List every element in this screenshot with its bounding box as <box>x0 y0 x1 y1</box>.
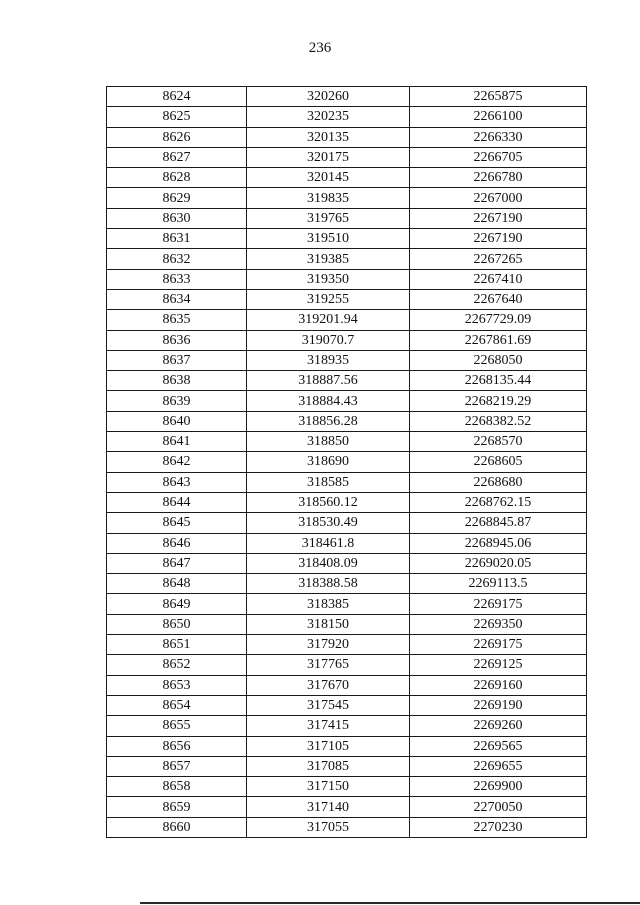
x-coordinate-cell: 320145 <box>247 168 410 188</box>
point-number-cell: 8642 <box>107 452 247 472</box>
x-coordinate-cell: 317140 <box>247 797 410 817</box>
y-coordinate-cell: 2270050 <box>410 797 587 817</box>
y-coordinate-cell: 2267729.09 <box>410 310 587 330</box>
point-number-cell: 8655 <box>107 716 247 736</box>
bottom-rule <box>140 902 640 904</box>
table-row <box>107 147 587 167</box>
y-coordinate-cell: 2269655 <box>410 756 587 776</box>
y-coordinate-cell: 2269175 <box>410 594 587 614</box>
table-row <box>107 411 587 431</box>
table-row <box>107 391 587 411</box>
point-number-cell: 8649 <box>107 594 247 614</box>
point-number-cell: 8646 <box>107 533 247 553</box>
table-row <box>107 432 587 452</box>
point-number-cell: 8631 <box>107 229 247 249</box>
x-coordinate-cell: 317765 <box>247 655 410 675</box>
x-coordinate-cell: 320175 <box>247 147 410 167</box>
table-row <box>107 736 587 756</box>
y-coordinate-cell: 2270230 <box>410 817 587 837</box>
table-row <box>107 289 587 309</box>
table-row <box>107 513 587 533</box>
y-coordinate-cell: 2267190 <box>410 208 587 228</box>
point-number-cell: 8639 <box>107 391 247 411</box>
table-row <box>107 87 587 107</box>
x-coordinate-cell: 317055 <box>247 817 410 837</box>
y-coordinate-cell: 2269125 <box>410 655 587 675</box>
y-coordinate-cell: 2268382.52 <box>410 411 587 431</box>
point-number-cell: 8633 <box>107 269 247 289</box>
x-coordinate-cell: 320260 <box>247 87 410 107</box>
x-coordinate-cell: 319835 <box>247 188 410 208</box>
point-number-cell: 8647 <box>107 553 247 573</box>
x-coordinate-cell: 318935 <box>247 350 410 370</box>
table-row <box>107 310 587 330</box>
y-coordinate-cell: 2268219.29 <box>410 391 587 411</box>
point-number-cell: 8626 <box>107 127 247 147</box>
table-row <box>107 107 587 127</box>
table-row <box>107 817 587 837</box>
point-number-cell: 8637 <box>107 350 247 370</box>
table-row <box>107 695 587 715</box>
x-coordinate-cell: 318150 <box>247 614 410 634</box>
x-coordinate-cell: 318690 <box>247 452 410 472</box>
table-row <box>107 208 587 228</box>
x-coordinate-cell: 317545 <box>247 695 410 715</box>
point-number-cell: 8654 <box>107 695 247 715</box>
table-row <box>107 350 587 370</box>
point-number-cell: 8652 <box>107 655 247 675</box>
y-coordinate-cell: 2267265 <box>410 249 587 269</box>
y-coordinate-cell: 2268570 <box>410 432 587 452</box>
point-number-cell: 8628 <box>107 168 247 188</box>
table-row <box>107 574 587 594</box>
x-coordinate-cell: 318560.12 <box>247 492 410 512</box>
point-number-cell: 8624 <box>107 87 247 107</box>
x-coordinate-cell: 320235 <box>247 107 410 127</box>
y-coordinate-cell: 2267410 <box>410 269 587 289</box>
table-row <box>107 533 587 553</box>
x-coordinate-cell: 317415 <box>247 716 410 736</box>
y-coordinate-cell: 2267000 <box>410 188 587 208</box>
x-coordinate-cell: 317670 <box>247 675 410 695</box>
point-number-cell: 8645 <box>107 513 247 533</box>
x-coordinate-cell: 319201.94 <box>247 310 410 330</box>
x-coordinate-cell: 318385 <box>247 594 410 614</box>
table-row <box>107 452 587 472</box>
point-number-cell: 8636 <box>107 330 247 350</box>
x-coordinate-cell: 318856.28 <box>247 411 410 431</box>
table-row <box>107 635 587 655</box>
x-coordinate-cell: 317920 <box>247 635 410 655</box>
table-row <box>107 655 587 675</box>
x-coordinate-cell: 317105 <box>247 736 410 756</box>
x-coordinate-cell: 319350 <box>247 269 410 289</box>
x-coordinate-cell: 318530.49 <box>247 513 410 533</box>
point-number-cell: 8638 <box>107 371 247 391</box>
x-coordinate-cell: 318461.8 <box>247 533 410 553</box>
table-row <box>107 472 587 492</box>
y-coordinate-cell: 2267861.69 <box>410 330 587 350</box>
y-coordinate-cell: 2266100 <box>410 107 587 127</box>
y-coordinate-cell: 2269175 <box>410 635 587 655</box>
table-row <box>107 797 587 817</box>
table-row <box>107 249 587 269</box>
point-number-cell: 8627 <box>107 147 247 167</box>
table-row <box>107 675 587 695</box>
point-number-cell: 8657 <box>107 756 247 776</box>
table-row <box>107 614 587 634</box>
table-row <box>107 492 587 512</box>
y-coordinate-cell: 2265875 <box>410 87 587 107</box>
y-coordinate-cell: 2269020.05 <box>410 553 587 573</box>
point-number-cell: 8643 <box>107 472 247 492</box>
y-coordinate-cell: 2267640 <box>410 289 587 309</box>
point-number-cell: 8648 <box>107 574 247 594</box>
y-coordinate-cell: 2268680 <box>410 472 587 492</box>
x-coordinate-cell: 319510 <box>247 229 410 249</box>
table-row <box>107 188 587 208</box>
y-coordinate-cell: 2268762.15 <box>410 492 587 512</box>
y-coordinate-cell: 2269113.5 <box>410 574 587 594</box>
x-coordinate-cell: 318887.56 <box>247 371 410 391</box>
coordinates-table <box>106 86 587 838</box>
table-row <box>107 330 587 350</box>
point-number-cell: 8632 <box>107 249 247 269</box>
y-coordinate-cell: 2269260 <box>410 716 587 736</box>
point-number-cell: 8635 <box>107 310 247 330</box>
y-coordinate-cell: 2268945.06 <box>410 533 587 553</box>
table-row <box>107 756 587 776</box>
point-number-cell: 8653 <box>107 675 247 695</box>
point-number-cell: 8658 <box>107 777 247 797</box>
point-number-cell: 8650 <box>107 614 247 634</box>
page-number: 236 <box>308 40 332 56</box>
y-coordinate-cell: 2268135.44 <box>410 371 587 391</box>
y-coordinate-cell: 2269160 <box>410 675 587 695</box>
point-number-cell: 8644 <box>107 492 247 512</box>
x-coordinate-cell: 319385 <box>247 249 410 269</box>
x-coordinate-cell: 318850 <box>247 432 410 452</box>
y-coordinate-cell: 2266780 <box>410 168 587 188</box>
point-number-cell: 8660 <box>107 817 247 837</box>
point-number-cell: 8656 <box>107 736 247 756</box>
y-coordinate-cell: 2268605 <box>410 452 587 472</box>
point-number-cell: 8630 <box>107 208 247 228</box>
table-row <box>107 716 587 736</box>
x-coordinate-cell: 318884.43 <box>247 391 410 411</box>
x-coordinate-cell: 319070.7 <box>247 330 410 350</box>
y-coordinate-cell: 2267190 <box>410 229 587 249</box>
table-row <box>107 269 587 289</box>
point-number-cell: 8641 <box>107 432 247 452</box>
point-number-cell: 8640 <box>107 411 247 431</box>
table-row <box>107 168 587 188</box>
x-coordinate-cell: 318388.58 <box>247 574 410 594</box>
table-row <box>107 371 587 391</box>
y-coordinate-cell: 2269350 <box>410 614 587 634</box>
x-coordinate-cell: 317150 <box>247 777 410 797</box>
y-coordinate-cell: 2266705 <box>410 147 587 167</box>
y-coordinate-cell: 2269190 <box>410 695 587 715</box>
y-coordinate-cell: 2268050 <box>410 350 587 370</box>
table-body <box>107 87 587 838</box>
point-number-cell: 8625 <box>107 107 247 127</box>
x-coordinate-cell: 319255 <box>247 289 410 309</box>
x-coordinate-cell: 317085 <box>247 756 410 776</box>
y-coordinate-cell: 2269900 <box>410 777 587 797</box>
x-coordinate-cell: 320135 <box>247 127 410 147</box>
point-number-cell: 8629 <box>107 188 247 208</box>
table-row <box>107 127 587 147</box>
table-row <box>107 594 587 614</box>
x-coordinate-cell: 318585 <box>247 472 410 492</box>
point-number-cell: 8651 <box>107 635 247 655</box>
y-coordinate-cell: 2266330 <box>410 127 587 147</box>
table-row <box>107 229 587 249</box>
table-row <box>107 553 587 573</box>
x-coordinate-cell: 319765 <box>247 208 410 228</box>
point-number-cell: 8634 <box>107 289 247 309</box>
table-row <box>107 777 587 797</box>
y-coordinate-cell: 2268845.87 <box>410 513 587 533</box>
y-coordinate-cell: 2269565 <box>410 736 587 756</box>
point-number-cell: 8659 <box>107 797 247 817</box>
x-coordinate-cell: 318408.09 <box>247 553 410 573</box>
